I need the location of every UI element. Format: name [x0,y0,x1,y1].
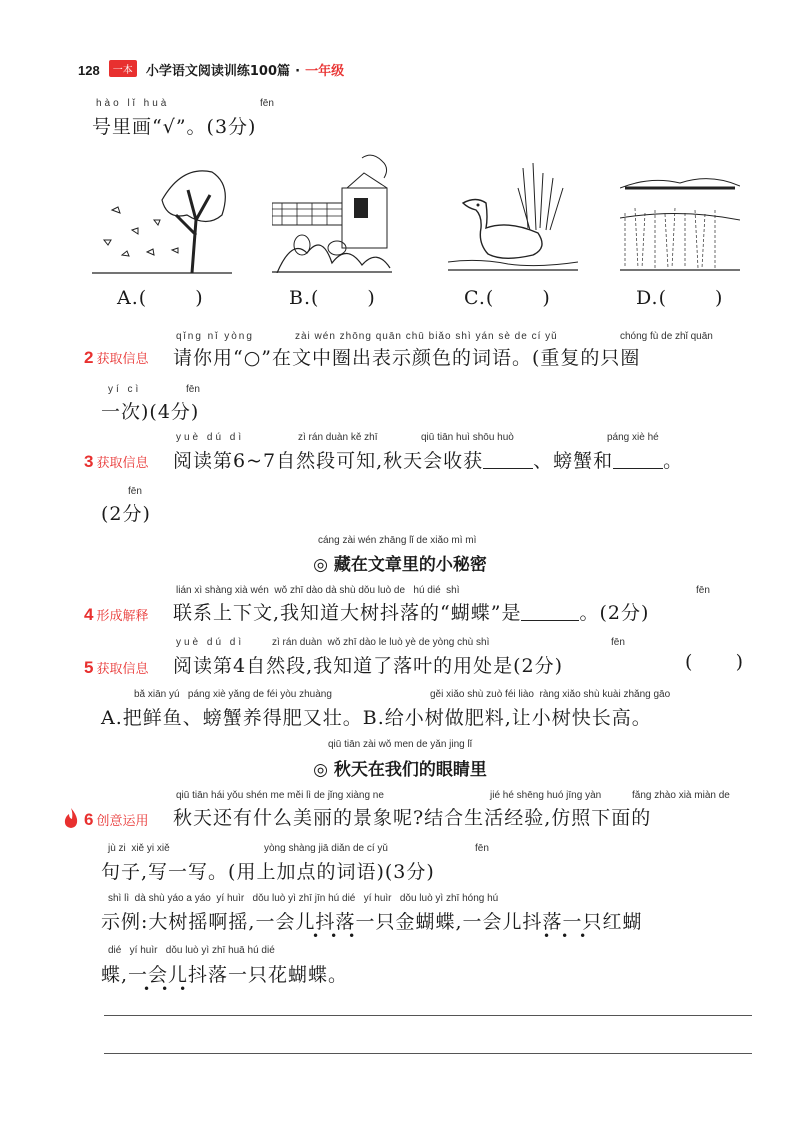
question-5-options: A.把鲜鱼、螃蟹养得肥又壮。B.给小树做肥料,让小树快长高。 [101,707,652,729]
example-text: 示例:大树摇啊摇,一会儿抖落一只金蝴蝶,一会儿抖落一只红蝴 [101,911,643,933]
duck-picture [448,158,578,273]
page-header [78,60,344,79]
pinyin: bǎ xiān yú páng xiè yǎng de féi yòu zhuàng [134,689,332,700]
example-text-2: 蝶,一会儿抖落一只花蝴蝶。 [101,964,349,986]
grade-label: 一年级 [305,64,345,79]
question-4-text-a: 联系上下文,我知道大树抖落的“蝴蝶”是 [173,602,522,624]
option-b-label: B.( [289,287,320,309]
paren-close: ) [715,287,724,309]
answer-line[interactable] [104,1015,752,1016]
pinyin: chóng fù de zhǐ quān [620,331,713,342]
question-2-tag [84,348,148,368]
emphasis-dots: ••• [312,929,367,943]
emphasis-dots: ••• [543,929,598,943]
question-3-text [173,446,683,473]
question-4-text-b: 。(2分) [579,602,650,624]
pinyin: yòng shàng jiā diǎn de cí yǔ [264,843,388,854]
pinyin: zài wén zhōng quān chū biǎo shì yán sè de cí yǔ [295,331,558,342]
pinyin: shì lì dà shù yáo a yáo yí huìr dǒu luò yì zhī jīn hú dié yí huìr dǒu luò yì zhī hóng hú [108,893,499,904]
question-number: 6 [84,810,94,829]
pinyin: jié hé shēng huó jīng yàn [490,790,602,801]
pinyin: cáng zài wén zhāng lǐ de xiǎo mì mì [318,535,477,546]
pinyin: fēn [186,384,200,395]
book-logo: 一本 [109,60,137,77]
question-number: 2 [84,348,94,367]
question-6-text: 秋天还有什么美丽的景象呢?结合生活经验,仿照下面的 [173,807,652,829]
option-d-label: D.( [636,287,668,309]
lotus-pond-picture [272,153,392,273]
question-4-tag [84,605,148,625]
skill-tag: 形成解释 [96,608,149,623]
option-c-label: C.( [464,287,495,309]
pinyin: zì rán duàn wǒ zhī dào le luò yè de yòng chù shì [272,637,490,648]
emphasis-dots: ••• [143,982,198,996]
pinyin: lián xì shàng xià wén wǒ zhī dào dà shù dǒu luò de hú dié shì [176,585,460,596]
field-picture [620,158,740,273]
question-1-text: 号里画“√”。(3分) [92,116,257,138]
pinyin: fēn [611,637,625,648]
pinyin: yuè dú dì [176,637,245,648]
question-3-text-c: 。 [663,450,684,472]
answer-blank[interactable] [613,452,663,469]
answer-blank[interactable] [483,452,533,469]
pinyin: fēn [475,843,489,854]
question-3-text-b: 、螃蟹和 [533,450,614,472]
pinyin: zì rán duàn kě zhī [298,432,378,443]
skill-tag: 创意运用 [96,813,149,828]
paren-close: ) [542,287,551,309]
section-title: ◎ 藏在文章里的小秘密 [313,555,487,575]
question-5-tag [84,658,148,678]
pinyin: fēn [696,585,710,596]
flame-icon [62,807,80,829]
book-title: 小学语文阅读训练100篇 [145,64,291,79]
question-2-text: 请你用“○”在文中圈出表示颜色的词语。(重复的只圈 [173,347,641,369]
pinyin: qiū tiān hái yǒu shén me měi lì de jǐng xiàng ne [176,790,384,801]
pinyin: yuè dú dì [176,432,245,443]
question-2-text-2: 一次)(4分) [101,401,200,423]
question-3-text-2: (2分) [101,503,151,525]
pinyin: qǐng nǐ yòng [176,331,254,342]
answer-parentheses[interactable]: ( ) [685,651,745,673]
section-title: ◎ 秋天在我们的眼睛里 [313,760,487,780]
question-6-text-2: 句子,写一写。(用上加点的词语)(3分) [101,861,435,883]
option-c[interactable] [464,287,551,309]
skill-tag: 获取信息 [96,661,149,676]
page-number: 128 [78,63,100,78]
option-a-label: A.( [117,287,148,309]
pinyin: qiū tiān zài wǒ men de yǎn jing lǐ [328,739,472,750]
pinyin: fǎng zhào xià miàn de [632,790,730,801]
option-d[interactable] [636,287,723,309]
question-3-tag [84,452,148,472]
question-6-tag [84,810,148,830]
question-number: 5 [84,658,94,677]
skill-tag: 获取信息 [96,455,149,470]
paren-close: ) [367,287,376,309]
pinyin: páng xiè hé [607,432,659,443]
pinyin: jù zi xiě yi xiě [108,843,170,854]
pinyin: fēn [128,486,142,497]
question-number: 3 [84,452,94,471]
answer-line[interactable] [104,1053,752,1054]
pinyin: dié yí huìr dǒu luò yì zhī huā hú dié [108,945,275,956]
pinyin: yí cì [108,384,142,395]
paren-close: ) [195,287,204,309]
skill-tag: 获取信息 [96,351,149,366]
pinyin: qiū tiān huì shōu huò [421,432,514,443]
pinyin: fēn [260,98,274,109]
tree-picture [92,160,232,280]
pinyin: hào lǐ huà [96,98,170,109]
header-separator: · [295,64,301,79]
question-5-text: 阅读第4自然段,我知道了落叶的用处是(2分) [173,655,564,677]
option-b[interactable] [289,287,376,309]
pinyin: gěi xiǎo shù zuò féi liào ràng xiǎo shù kuài zhǎng gāo [430,689,671,700]
question-4-text [173,598,649,625]
question-number: 4 [84,605,94,624]
option-a[interactable] [117,287,204,309]
question-3-text-a: 阅读第6~7自然段可知,秋天会收获 [173,450,484,472]
answer-blank[interactable] [521,604,579,621]
